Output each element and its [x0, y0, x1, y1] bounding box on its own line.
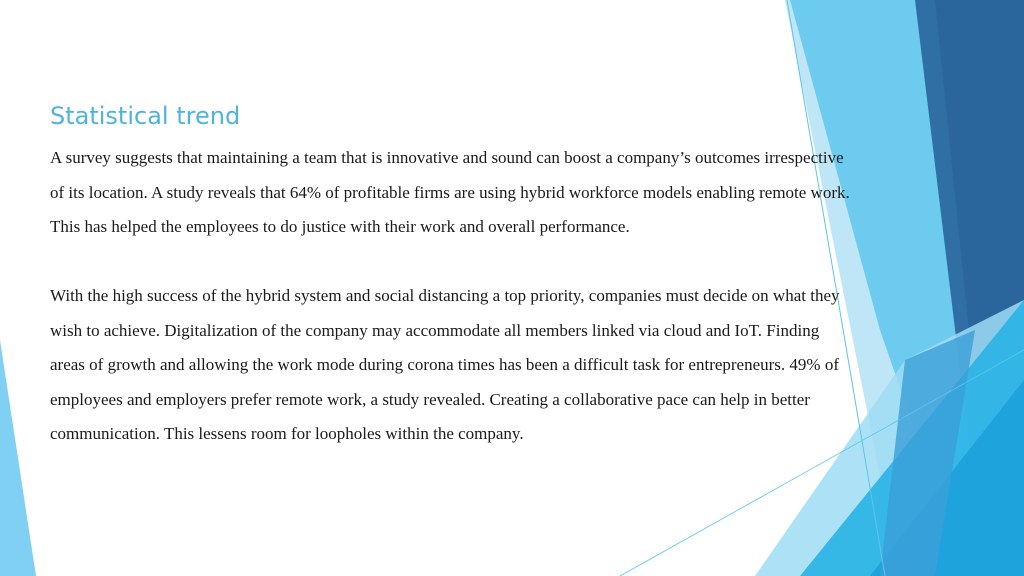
slide-body: [50, 141, 850, 452]
body-paragraph-2: With the high success of the hybrid system and social distancing a top priority, companies must decide on what they wish to achieve. Digitalization of the company may accommodate all members linked via cloud and IoT. Finding areas of growth and allowing the work mode during corona times has been a difficult task for entrepreneurs. 49% of employees and employers prefer remote work, a study revealed. Creating a collaborative pace can help in better communication. This lessens room for loopholes within the company.: [50, 286, 840, 443]
left-edge-shape: [0, 340, 36, 576]
slide-title: Statistical trend: [50, 102, 241, 130]
body-paragraph-1: A survey suggests that maintaining a team that is innovative and sound can boost a company’s outcomes irrespective of its location. A study reveals that 64% of profitable firms are using hybrid workforce models enabling remote work. This has helped the employees to do justice with their work and overall performance.: [50, 148, 850, 236]
